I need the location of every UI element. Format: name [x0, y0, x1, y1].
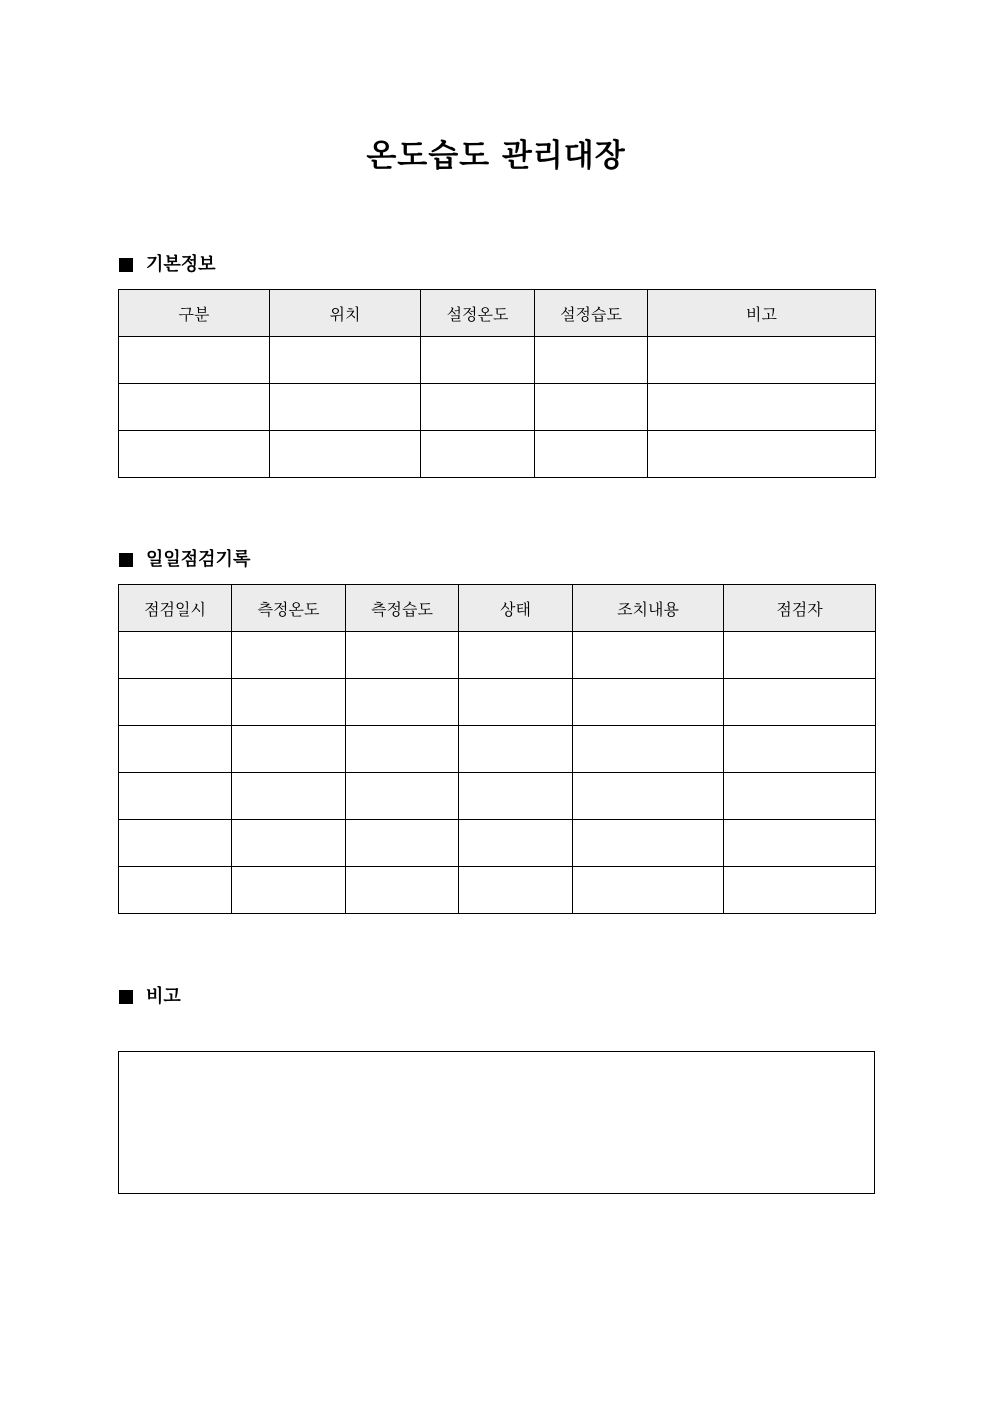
table-cell[interactable] [724, 867, 876, 914]
table-cell[interactable] [421, 384, 535, 431]
table-cell[interactable] [724, 773, 876, 820]
table-header-row [119, 290, 876, 337]
section-heading-remarks [119, 985, 181, 1009]
table-cell[interactable] [270, 337, 421, 384]
table-cell[interactable] [459, 820, 573, 867]
table-cell[interactable] [346, 867, 459, 914]
table-row [119, 773, 876, 820]
column-header: 상태 [459, 585, 573, 632]
table-cell[interactable] [724, 679, 876, 726]
column-header: 설정온도 [421, 290, 535, 337]
table-cell[interactable] [535, 337, 648, 384]
table-cell[interactable] [232, 820, 346, 867]
table-cell[interactable] [346, 632, 459, 679]
table-cell[interactable] [459, 773, 573, 820]
table-row [119, 384, 876, 431]
column-header: 측정온도 [232, 585, 346, 632]
column-header: 설정습도 [535, 290, 648, 337]
section-title: 일일점검기록 [146, 549, 251, 570]
column-header: 조치내용 [573, 585, 724, 632]
table-cell[interactable] [119, 632, 232, 679]
square-bullet-icon [119, 990, 133, 1004]
table-cell[interactable] [459, 867, 573, 914]
table-cell[interactable] [119, 384, 270, 431]
table-cell[interactable] [232, 726, 346, 773]
square-bullet-icon [119, 553, 133, 567]
column-header: 점검자 [724, 585, 876, 632]
section-title: 비고 [146, 986, 181, 1007]
section-heading-daily-check [119, 548, 250, 572]
table-cell[interactable] [648, 337, 876, 384]
table-cell[interactable] [119, 431, 270, 478]
table-cell[interactable] [573, 820, 724, 867]
table-cell[interactable] [573, 679, 724, 726]
table-row [119, 337, 876, 384]
table-cell[interactable] [232, 867, 346, 914]
section-heading-basic-info [119, 253, 216, 277]
remarks-box[interactable] [118, 1051, 875, 1194]
table-cell[interactable] [421, 337, 535, 384]
section-title: 기본정보 [146, 254, 216, 275]
table-cell[interactable] [270, 431, 421, 478]
table-row [119, 726, 876, 773]
table-cell[interactable] [573, 726, 724, 773]
table-cell[interactable] [346, 726, 459, 773]
square-bullet-icon [119, 258, 133, 272]
table-cell[interactable] [346, 820, 459, 867]
table-cell[interactable] [724, 726, 876, 773]
table-cell[interactable] [119, 337, 270, 384]
table-row [119, 867, 876, 914]
table-cell[interactable] [119, 773, 232, 820]
table-cell[interactable] [232, 679, 346, 726]
table-cell[interactable] [232, 773, 346, 820]
table-cell[interactable] [648, 384, 876, 431]
table-cell[interactable] [119, 726, 232, 773]
table-cell[interactable] [270, 384, 421, 431]
table-row [119, 820, 876, 867]
column-header: 점검일시 [119, 585, 232, 632]
daily-check-table [118, 584, 876, 914]
table-header-row [119, 585, 876, 632]
table-cell[interactable] [535, 431, 648, 478]
column-header: 구분 [119, 290, 270, 337]
table-row [119, 679, 876, 726]
table-cell[interactable] [459, 726, 573, 773]
table-cell[interactable] [573, 867, 724, 914]
column-header: 비고 [648, 290, 876, 337]
basic-info-table [118, 289, 876, 478]
table-cell[interactable] [232, 632, 346, 679]
table-cell[interactable] [573, 773, 724, 820]
page-title: 온도습도 관리대장 [366, 138, 626, 174]
table-cell[interactable] [459, 632, 573, 679]
table-cell[interactable] [421, 431, 535, 478]
column-header: 위치 [270, 290, 421, 337]
column-header: 측정습도 [346, 585, 459, 632]
table-cell[interactable] [346, 679, 459, 726]
table-cell[interactable] [724, 820, 876, 867]
table-row [119, 632, 876, 679]
table-cell[interactable] [346, 773, 459, 820]
table-row [119, 431, 876, 478]
table-cell[interactable] [119, 867, 232, 914]
table-cell[interactable] [573, 632, 724, 679]
table-cell[interactable] [535, 384, 648, 431]
table-cell[interactable] [724, 632, 876, 679]
table-cell[interactable] [648, 431, 876, 478]
table-cell[interactable] [119, 679, 232, 726]
table-cell[interactable] [459, 679, 573, 726]
table-cell[interactable] [119, 820, 232, 867]
